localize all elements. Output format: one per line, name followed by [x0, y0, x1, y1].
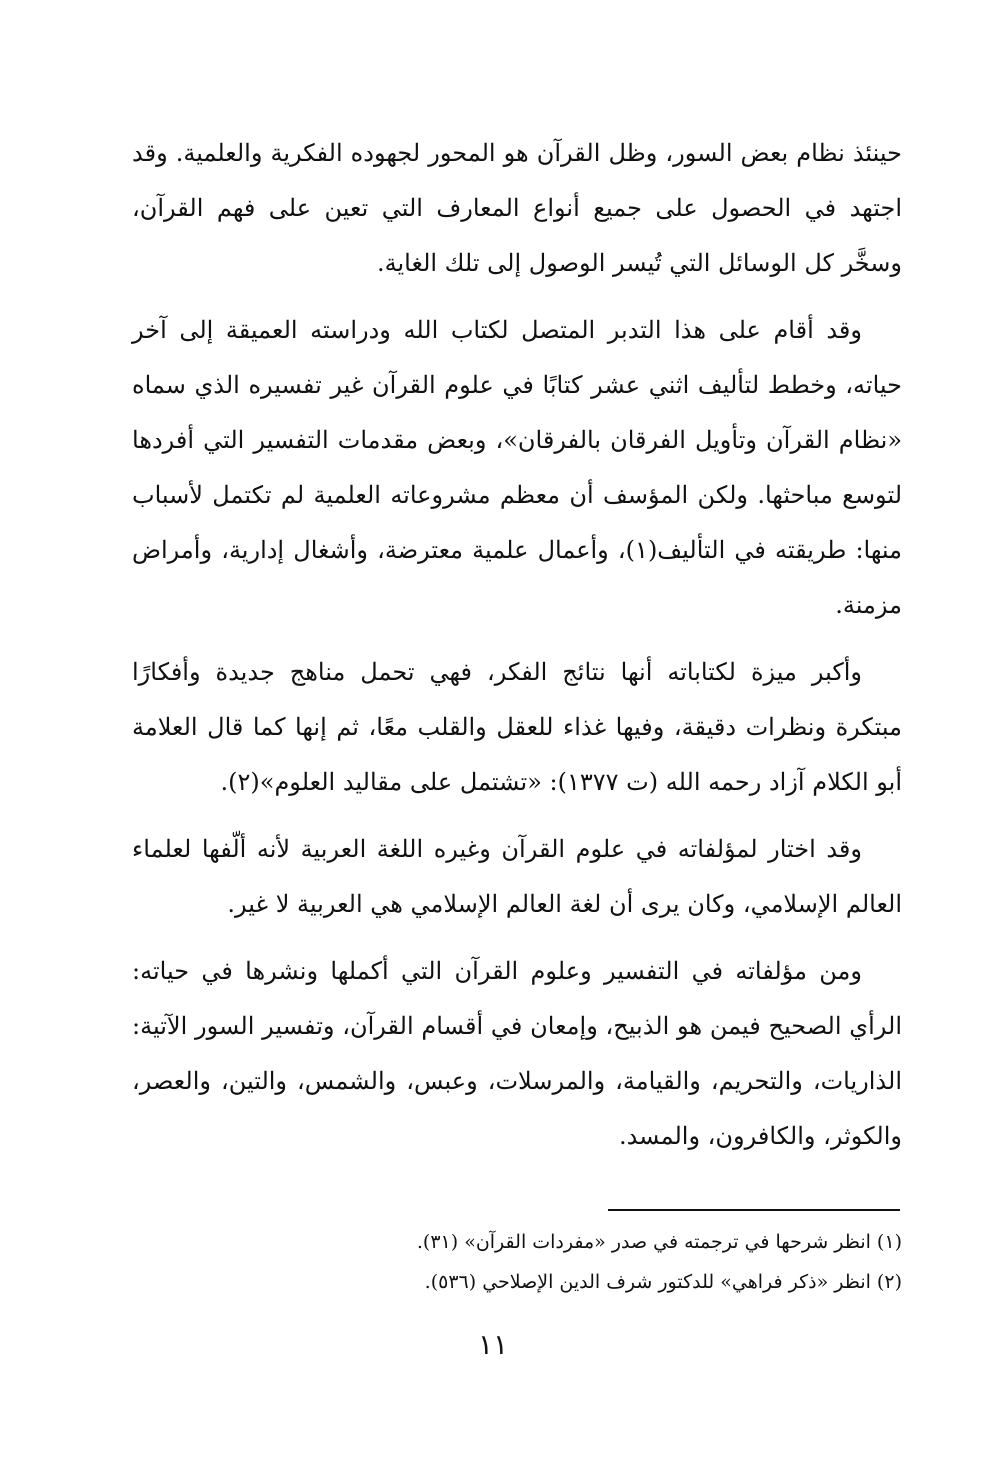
paragraph-4: وقد اختار لمؤلفاته في علوم القرآن وغيره اللغة العربية لأنه ألّفها لعلماء العالم الإسلامي، وكان يرى أن لغة العالم الإسلامي هي العربية لا غير.	[132, 835, 902, 918]
footnotes	[132, 1222, 902, 1302]
paragraph-1: حينئذ نظام بعض السور، وظل القرآن هو المحور لجهوده الفكرية والعلمية. وقد اجتهد في الحصول على جميع أنواع المعارف التي تعين على فهم القرآن، وسخَّر كل الوسائل التي تُيسر الوصول إلى تلك الغاية.	[132, 139, 902, 277]
main-text	[132, 126, 902, 1176]
paragraph-2: وقد أقام على هذا التدبر المتصل لكتاب الله ودراسته العميقة إلى آخر حياته، وخطط لتأليف اثني عشر كتابًا في علوم القرآن غير تفسيره الذي سماه «نظام القرآن وتأويل الفرقان بالفرقان»، وبعض مقدمات التفسير التي أفردها لتوسع مباحثها. ولكن المؤسف أن معظم مشروعاته العلمية لم تكتمل لأسباب منها: طريقته في التأليف(١)، وأعمال علمية معترضة، وأشغال إدارية، وأمراض مزمنة.	[132, 316, 903, 619]
footnote-1: (١) انظر شرحها في ترجمته في صدر «مفردات القرآن» (٣١).	[416, 1231, 902, 1253]
footnote-2: (٢) انظر «ذكر فراهي» للدكتور شرف الدين الإصلاحي (٥٣٦).	[424, 1271, 902, 1293]
page-number: ١١	[477, 1328, 509, 1361]
footnote-divider	[608, 1209, 900, 1211]
paragraph-3: وأكبر ميزة لكتاباته أنها نتائج الفكر، فهي تحمل مناهج جديدة وأفكارًا مبتكرة ونظرات دقيقة، وفيها غذاء للعقل والقلب معًا، ثم إنها كما قال العلامة أبو الكلام آزاد رحمه الله (ت ١٣٧٧): «تشتمل على مقاليد العلوم»(٢).	[132, 658, 902, 796]
paragraph-5: ومن مؤلفاته في التفسير وعلوم القرآن التي أكملها ونشرها في حياته: الرأي الصحيح فيمن هو الذبيح، وإمعان في أقسام القرآن، وتفسير السور الآتية: الذاريات، والتحريم، والقيامة، والمرسلات، وعبس، والشمس، والتين، والعصر، والكوثر، والكافرون، والمسد.	[132, 957, 902, 1150]
